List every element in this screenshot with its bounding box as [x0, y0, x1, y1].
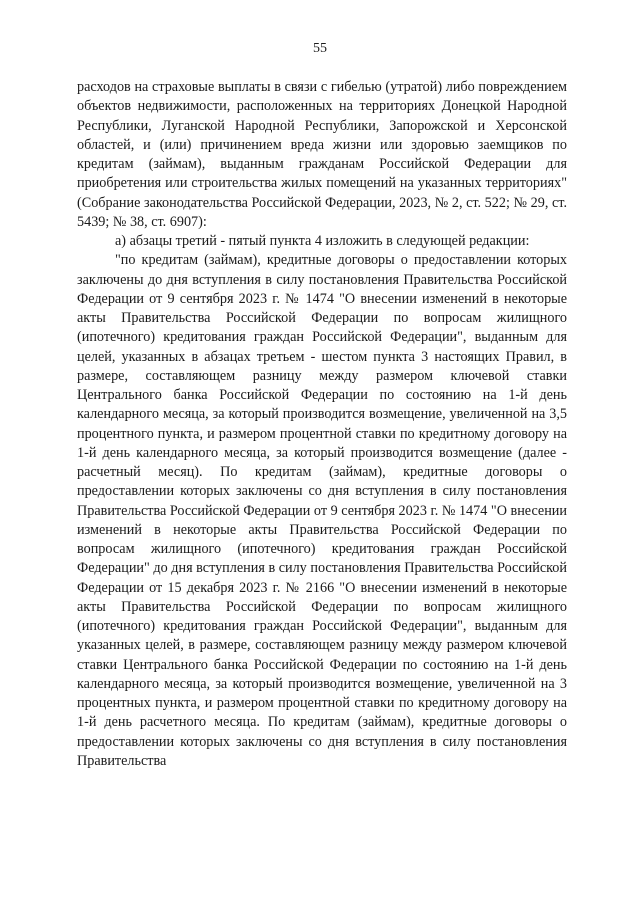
document-body	[77, 78, 567, 771]
paragraph-amendment-text: "по кредитам (займам), кредитные договоры о предоставлении которых заключены до дня вступления в силу постановления Правительства Российской Федерации от 9 сентября 2023 г. № 1474 "О внесении изменений в некоторые акты Правительства Российской Федерации по вопросам жилищного (ипотечного) кредитования граждан Российской Федерации", выданным для целей, указанных в абзацах третьем - шестом пункта 3 настоящих Правил, в размере, составляющем разницу между размером ключевой ставки Центрального банка Российской Федерации по состоянию на 1-й день календарного месяца, за который производится возмещение, увеличенной на 3,5 процентного пункта, и размером процентной ставки по кредитному договору на 1-й день календарного месяца, за который производится возмещение (далее - расчетный месяц). По кредитам (займам), кредитные договоры о предоставлении которых заключены со дня вступления в силу постановления Правительства Российской Федерации от 9 сентября 2023 г. № 1474 "О внесении изменений в некоторые акты Правительства Российской Федерации по вопросам жилищного (ипотечного) кредитования граждан Российской Федерации" до дня вступления в силу постановления Правительства Российской Федерации от 15 декабря 2023 г. № 2166 "О внесении изменений в некоторые акты Правительства Российской Федерации по вопросам жилищного (ипотечного) кредитования граждан Российской Федерации", выданным для указанных целей, в размере, составляющем разницу между размером ключевой ставки Центрального банка Российской Федерации по состоянию на 1-й день календарного месяца, за который производится возмещение, увеличенной на 3 процентных пункта, и размером процентной ставки по кредитному договору на 1-й день расчетного месяца. По кредитам (займам), кредитные договоры о предоставлении которых заключены со дня вступления в силу постановления Правительства	[77, 252, 567, 769]
paragraph-amendment-intro: а) абзацы третий - пятый пункта 4 изложить в следующей редакции:	[115, 233, 530, 249]
paragraph-continuation: расходов на страховые выплаты в связи с гибелью (утратой) либо повреждением объектов недвижимости, расположенных на территориях Донецкой Народной Республики, Луганской Народной Республики, Запорожской и Херсонской областей, и (или) причинением вреда жизни или здоровью заемщиков по кредитам (займам), выданным гражданам Российской Федерации для приобретения или строительства жилых помещений на указанных территориях" (Собрание законодательства Российской Федерации, 2023, № 2, ст. 522; № 29, ст. 5439; № 38, ст. 6907):	[77, 79, 567, 230]
page-number: 55	[313, 41, 327, 56]
